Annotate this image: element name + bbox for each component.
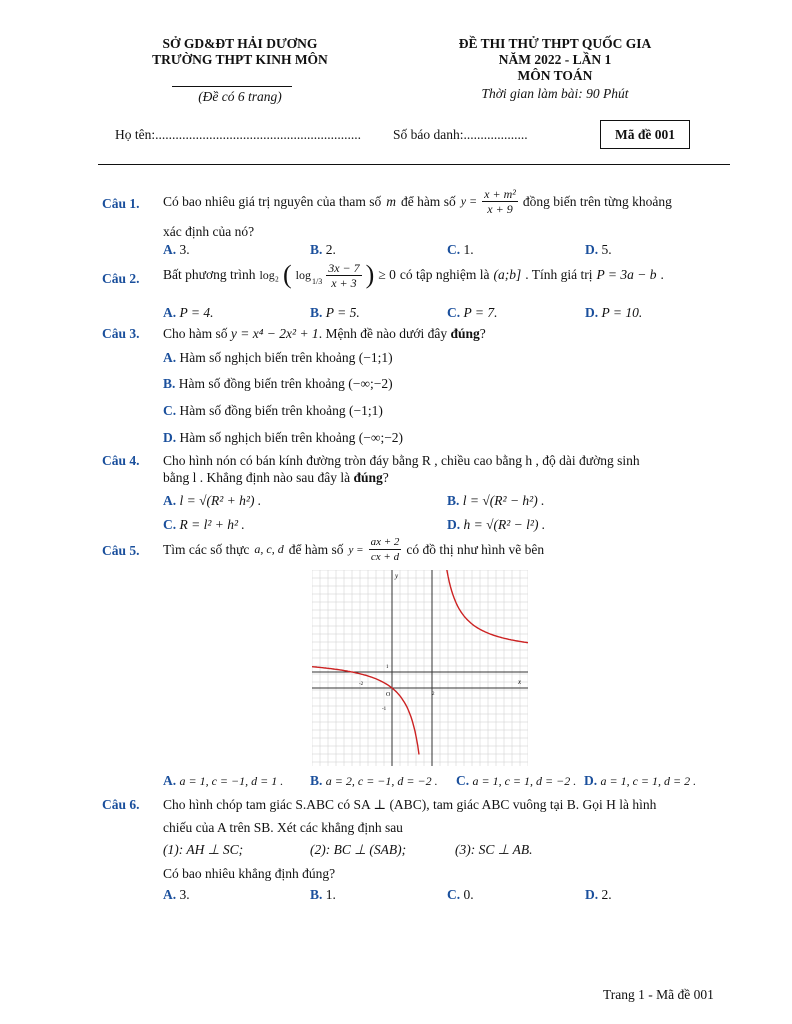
graph-label-y: y — [395, 572, 399, 580]
q6-statement-1: (1): AH ⊥ SC; — [163, 842, 244, 857]
q2-log-inner: log — [295, 267, 311, 282]
q1-denominator: x + 9 — [487, 202, 513, 216]
q2-numerator: 3x − 7 — [328, 260, 360, 275]
page-footer: Trang 1 - Mã đề 001 — [603, 987, 714, 1002]
q5-option-c[interactable]: C. a = 1, c = 1, d = −2 . — [456, 773, 577, 788]
q2-paren-right: ) — [365, 260, 375, 289]
q2-text-b: có tập nghiệm là — [399, 267, 490, 282]
question-2-number: Câu 2. — [102, 271, 140, 286]
question-5-stem: Tìm các số thực a, c, d để hàm số y = $\frac{ax + 2}{cx + d}$ có đồ thị như hình vẽ bên — [163, 536, 545, 563]
q1-y-eq: y = — [460, 194, 478, 208]
q1-option-a[interactable]: A. 3. — [163, 242, 190, 257]
question-3-stem: Cho hàm số y = x⁴ − 2x² + 1. Mệnh đề nào dưới đây đúng? — [163, 326, 486, 341]
q2-log-outer: log₂ — [259, 267, 279, 282]
header-underline — [172, 86, 292, 87]
q5-option-b[interactable]: B. a = 2, c = −1, d = −2 . — [310, 773, 438, 788]
q4-option-b[interactable]: B. l = √(R² − h²) . — [447, 493, 545, 508]
q6-statement-2: (2): BC ⊥ (SAB); — [310, 842, 407, 857]
q2-text-a: Bất phương trình — [163, 267, 256, 282]
question-4-number: Câu 4. — [102, 453, 140, 468]
header-divider — [98, 164, 730, 165]
q1-fraction — [482, 187, 518, 216]
question-2-line1: Bất phương trình log₂ ( log 1/3 $\frac{3x - 7}{x + 3}$ ) ≥ 0 có tập nghiệm là (a;b] . Tính giá trị P = 3a − b . — [163, 260, 664, 290]
q1-text-a: Có bao nhiêu giá trị nguyên của tham số — [163, 193, 382, 209]
q2-interval: (a;b] — [493, 267, 522, 282]
q4-option-c[interactable]: C. R = l² + h² . — [163, 517, 245, 532]
q1-var-m: m — [386, 193, 396, 209]
q4-option-d[interactable]: D. h = √(R² − l²) . — [447, 517, 546, 532]
question-6-line2: chiếu của A trên SB. Xét các khẳng định sau — [163, 820, 403, 835]
q5-option-a[interactable]: A. a = 1, c = −1, d = 1 . — [163, 773, 284, 788]
student-name-field: Họ tên:............................................................. — [115, 127, 361, 142]
q3-option-d[interactable]: D. Hàm số nghịch biến trên khoảng (−∞;−2) — [163, 430, 404, 445]
question-1-number: Câu 1. — [102, 196, 140, 211]
q2-fraction — [326, 261, 361, 290]
graph-label-neg2: -2 — [359, 682, 364, 687]
graph-label-neg1: -1 — [382, 707, 387, 712]
q6-option-a[interactable]: A. 3. — [163, 887, 190, 902]
q2-expr: P = 3a − b — [596, 267, 657, 282]
q2-option-c[interactable]: C. P = 7. — [447, 305, 498, 320]
q2-option-a[interactable]: A. P = 4. — [163, 305, 214, 320]
question-1-line1 — [163, 187, 672, 216]
q6-option-c[interactable]: C. 0. — [447, 887, 474, 902]
q6-statement-3: (3): SC ⊥ AB. — [455, 842, 533, 857]
q4-option-a[interactable]: A. l = √(R² + h²) . — [163, 493, 262, 508]
q6-option-d[interactable]: D. 2. — [585, 887, 612, 902]
q1-text-b: để hàm số — [400, 193, 456, 209]
exam-year: NĂM 2022 - LẦN 1 — [498, 52, 612, 67]
graph-label-2: 2 — [432, 692, 435, 697]
question-4-line2: bằng l . Khẳng định nào sau đây là đúng? — [163, 470, 389, 485]
q2-option-b[interactable]: B. P = 5. — [310, 305, 360, 320]
question-6-line4: Có bao nhiêu khẳng định đúng? — [163, 866, 336, 881]
q2-ineq: ≥ 0 — [378, 267, 396, 282]
q6-option-b[interactable]: B. 1. — [310, 887, 336, 902]
question-6-number: Câu 6. — [102, 797, 140, 812]
question-4-line1: Cho hình nón có bán kính đường tròn đáy bằng R , chiều cao bằng h , độ dài đường sinh — [163, 453, 640, 468]
exam-subject: MÔN TOÁN — [517, 68, 593, 83]
q2-denominator: x + 3 — [331, 275, 357, 290]
question-5-number: Câu 5. — [102, 543, 140, 558]
question-1-line2: xác định của nó? — [163, 224, 255, 239]
graph-label-x: x — [518, 678, 522, 686]
school-name: TRƯỜNG THPT KINH MÔN — [152, 52, 328, 67]
question-3-number: Câu 3. — [102, 326, 140, 341]
exam-duration: Thời gian làm bài: 90 Phút — [481, 86, 629, 101]
graph-label-1: 1 — [386, 665, 389, 670]
q2-log-base: 1/3 — [312, 276, 323, 286]
q1-text-c: đồng biến trên từng khoảng — [522, 193, 672, 209]
q2-option-d[interactable]: D. P = 10. — [585, 305, 643, 320]
student-id-field: Số báo danh:................... — [393, 127, 528, 142]
q3-option-c[interactable]: C. Hàm số đồng biến trên khoảng (−1;1) — [163, 403, 383, 418]
graph-curve-right — [433, 570, 528, 643]
q1-numerator: x + m² — [484, 187, 516, 201]
question-6-line1: Cho hình chóp tam giác S.ABC có SA ⊥ (ABC), tam giác ABC vuông tại B. Gọi H là hình — [163, 797, 657, 812]
q1-option-c[interactable]: C. 1. — [447, 242, 474, 257]
page-count-note: (Đề có 6 trang) — [198, 89, 282, 104]
school-dept: SỞ GD&ĐT HẢI DƯƠNG — [162, 36, 318, 51]
exam-code-box: Mã đề 001 — [600, 120, 690, 149]
graph-label-origin: O — [386, 692, 391, 698]
exam-title: ĐỀ THI THỬ THPT QUỐC GIA — [458, 36, 652, 51]
graph-grid — [312, 570, 528, 766]
q1-option-b[interactable]: B. 2. — [310, 242, 336, 257]
q1-option-d[interactable]: D. 5. — [585, 242, 612, 257]
function-graph — [312, 570, 528, 766]
q5-option-d[interactable]: D. a = 1, c = 1, d = 2 . — [584, 773, 697, 788]
q2-text-c: . Tính giá trị — [525, 267, 593, 282]
q3-option-a[interactable]: A. Hàm số nghịch biến trên khoảng (−1;1) — [163, 350, 393, 365]
q3-option-b[interactable]: B. Hàm số đồng biến trên khoảng (−∞;−2) — [163, 376, 393, 391]
q2-paren-left: ( — [282, 260, 292, 289]
